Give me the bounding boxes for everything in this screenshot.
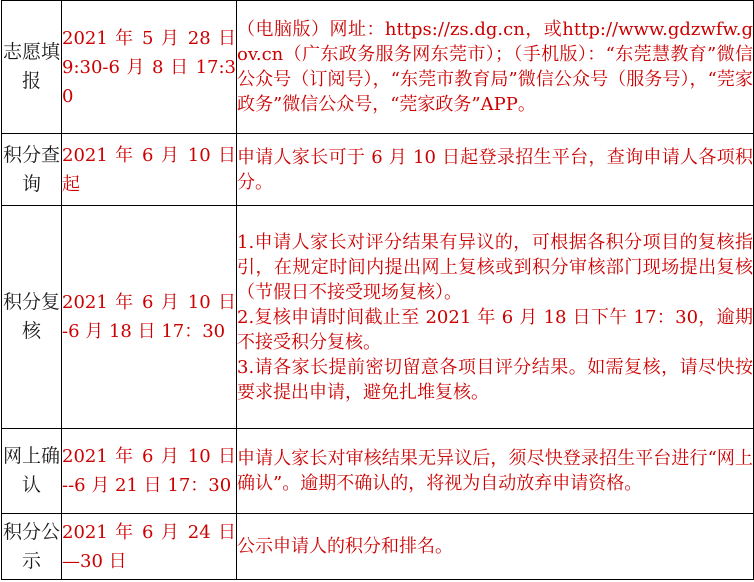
description-paragraph: 1.申请人家长对评分结果有异议的，可根据各积分项目的复核指引，在规定时间内提出网上复核或到积分审核部门现场提出复核（节假日不接受现场复核）。 <box>237 231 753 303</box>
stage-period: 2021 年 6 月 10 日起 <box>62 134 237 206</box>
description-paragraph: 公示申请人的积分和排名。 <box>237 536 453 557</box>
table-row <box>2 429 754 514</box>
stage-label: 网上确认 <box>2 429 62 514</box>
table-row <box>2 206 754 429</box>
stage-period: 2021 年 6 月 10 日 --6 月 21 日 17：30 <box>62 429 237 514</box>
stage-period: 2021 年 6 月 10 日 -6 月 18 日 17：30 <box>62 206 237 429</box>
description-paragraph: 3.请各家长提前密切留意各项目评分结果。如需复核，请尽快按要求提出申请，避免扎堆复核。 <box>237 356 753 403</box>
stage-description <box>237 134 754 206</box>
enrollment-schedule-table <box>1 0 754 580</box>
stage-description <box>237 429 754 514</box>
stage-period: 2021 年 6 月 24 日 —30 日 <box>62 514 237 580</box>
stage-label: 积分查询 <box>2 134 62 206</box>
stage-label: 积分公示 <box>2 514 62 580</box>
stage-description <box>237 1 754 134</box>
description-paragraph: （电脑版）网址：https://zs.dg.cn，或http://www.gdzwfw.gov.cn（广东政务服务网东莞市）；（手机版）：“东莞慧教育”微信公众号（订阅号），“东莞市教育局”微信公众号（服务号），“莞家政务”微信公众号，“莞家政务”APP。 <box>237 19 753 115</box>
stage-label: 积分复核 <box>2 206 62 429</box>
description-paragraph: 申请人家长可于 6 月 10 日起登录招生平台，查询申请人各项积分。 <box>237 146 753 193</box>
stage-label: 志愿填报 <box>2 1 62 134</box>
table-row <box>2 514 754 580</box>
table-row <box>2 1 754 134</box>
stage-description <box>237 206 754 429</box>
description-paragraph: 申请人家长对审核结果无异议后，须尽快登录招生平台进行“网上确认”。逾期不确认的，将视为自动放弃申请资格。 <box>237 448 753 494</box>
description-paragraph: 2.复核申请时间截止至 2021 年 6 月 18 日下午 17：30，逾期不接受积分复核。 <box>237 306 753 353</box>
stage-period: 2021 年 5 月 28 日 9:30-6 月 8 日 17:30 <box>62 1 237 134</box>
stage-description <box>237 514 754 580</box>
table-row <box>2 134 754 206</box>
